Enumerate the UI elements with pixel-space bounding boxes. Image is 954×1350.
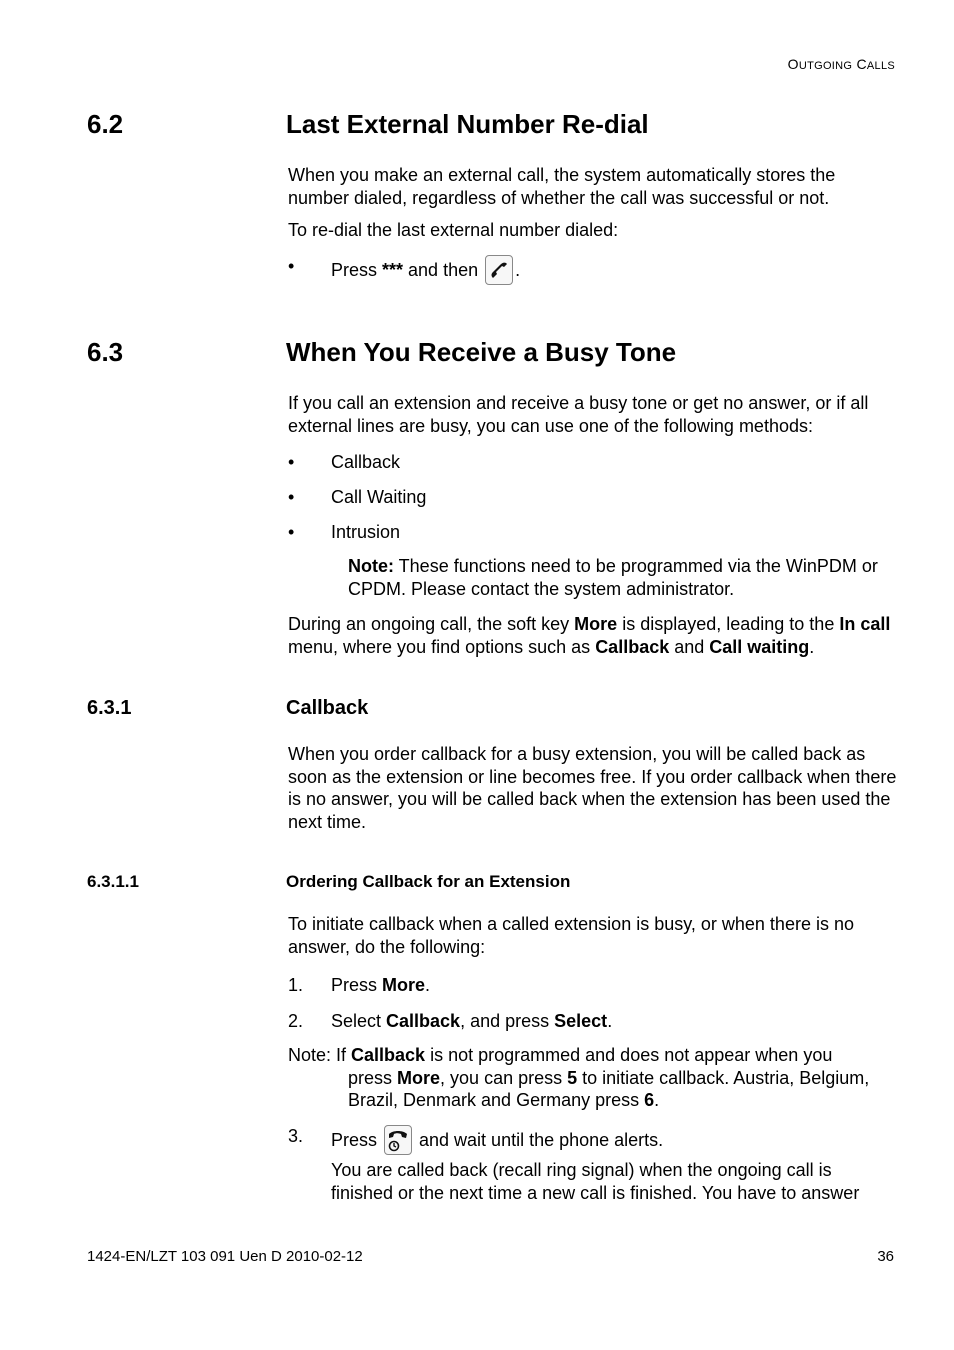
paragraph: To initiate callback when a called extension is busy, or when there is no answer, do the following: (288, 914, 854, 957)
running-header: OUTGOING CALLS (787, 56, 895, 72)
step-number: 2. (288, 1011, 304, 1031)
on-hook-phone-icon (384, 1125, 412, 1155)
footer-doc-id: 1424-EN/LZT 103 091 Uen D 2010-02-12 (87, 1248, 363, 1265)
paragraph: To re-dial the last external number dialed: (288, 220, 619, 240)
section-title-6-3-1-1: Ordering Callback for an Extension (286, 872, 571, 891)
paragraph: When you make an external call, the system automatically stores the number dialed, regardless of whether the call was successful or not. (288, 165, 836, 208)
paragraph: If you call an extension and receive a busy tone or get no answer, or if all external lines are busy, you can use one of the following methods: (288, 393, 869, 436)
bullet-item: Intrusion (331, 522, 401, 542)
paragraph: You are called back (recall ring signal) when the ongoing call is finished or the next time a new call is finished. You have to answer (331, 1160, 860, 1203)
step-number: 3. (288, 1126, 304, 1146)
step-item: Select Callback, and press Select. (331, 1011, 613, 1031)
section-title-6-2: Last External Number Re-dial (286, 109, 649, 139)
section-title-6-3: When You Receive a Busy Tone (286, 337, 677, 367)
off-hook-phone-icon (485, 255, 513, 285)
note: Note: These functions need to be programmed via the WinPDM or CPDM. Please contact the system administrator. (348, 556, 878, 599)
bullet-item: Call Waiting (331, 487, 427, 507)
bullet-mark: • (288, 256, 295, 276)
bullet-item-redial: Press *** and then . (331, 255, 520, 285)
page-number: 36 (877, 1248, 894, 1265)
section-title-6-3-1: Callback (286, 697, 369, 719)
section-number-6-2: 6.2 (87, 109, 124, 139)
step-item: Press and wait until the phone alerts. (331, 1125, 663, 1155)
step-number: 1. (288, 975, 304, 995)
paragraph: During an ongoing call, the soft key More is displayed, leading to the In call menu, where you find options such as Callback and Call waiting. (288, 614, 891, 657)
paragraph: When you order callback for a busy extension, you will be called back as soon as the extension or line becomes free. If you order callback when there is no answer, you will be called back when the extension has been used the next time. (288, 744, 897, 832)
bullet-mark: • (288, 452, 295, 472)
section-number-6-3-1-1: 6.3.1.1 (87, 872, 139, 891)
note: Note: If Callback is not programmed and does not appear when you press More, you can press 5 to initiate callback. Austria, Belgium, Brazil, Denmark and Germany press 6. (288, 1045, 870, 1110)
bullet-item: Callback (331, 452, 401, 472)
bullet-mark: • (288, 487, 295, 507)
section-number-6-3: 6.3 (87, 337, 124, 367)
step-item: Press More. (331, 975, 431, 995)
bullet-mark: • (288, 522, 295, 542)
section-number-6-3-1: 6.3.1 (87, 697, 132, 719)
